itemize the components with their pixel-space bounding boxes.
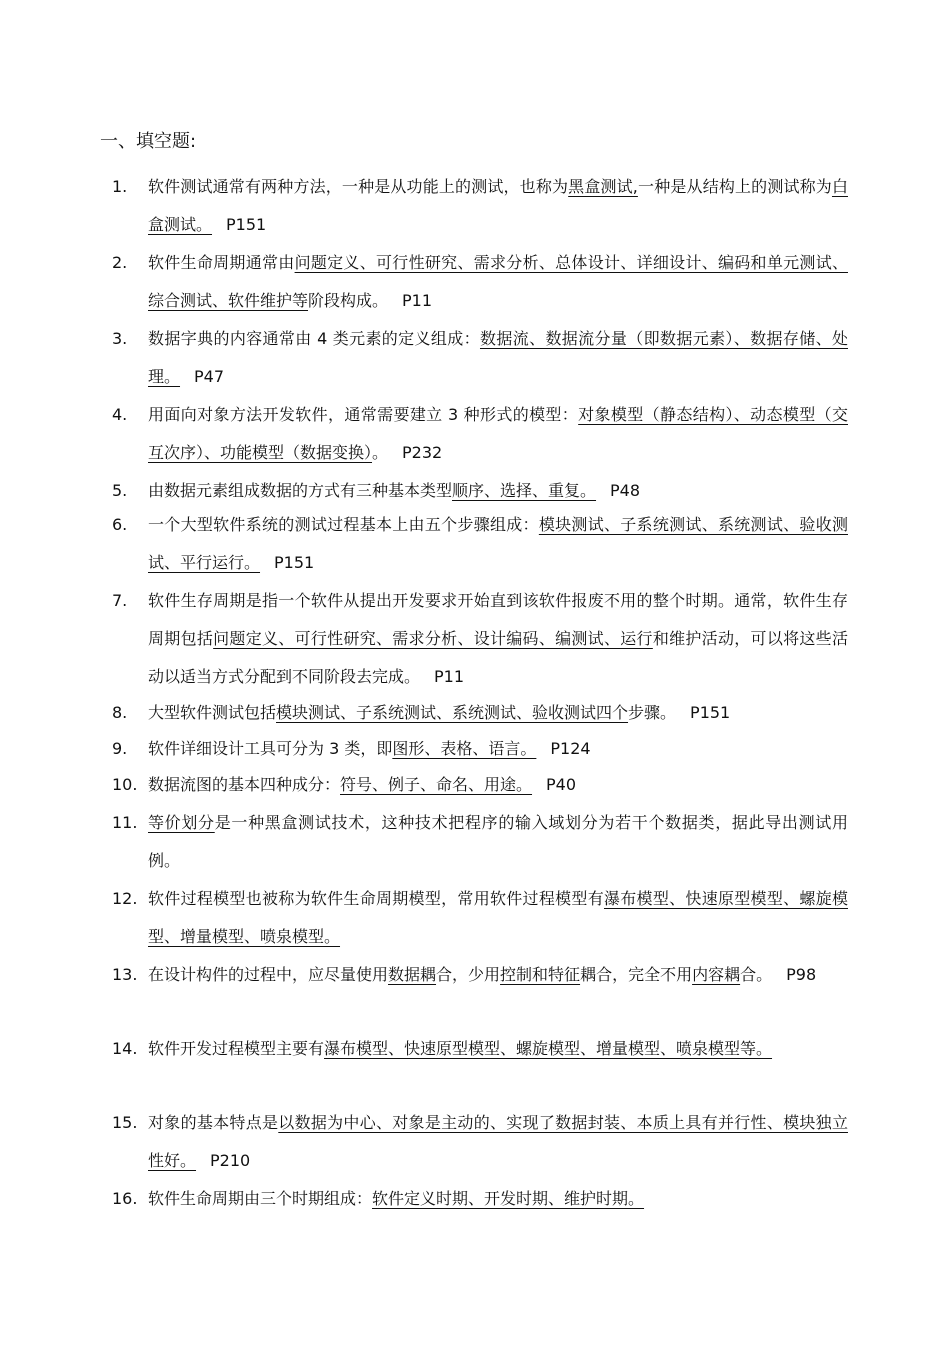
question-prompt-cont: 阶段构成。 [308, 291, 389, 310]
answer-blank: 软件定义时期、开发时期、维护时期。 [372, 1189, 645, 1208]
page-reference: P40 [546, 775, 577, 794]
question-prompt-cont: 步骤。 [628, 703, 677, 722]
question-prompt: 用面向对象方法开发软件，通常需要建立 3 种形式的模型： [148, 405, 579, 424]
page-reference: P11 [434, 667, 465, 686]
answer-blank: 模块测试、子系统测试、系统测试、验收测试、平行运行。 [148, 515, 848, 572]
question-prompt-cont-2: 耦合，完全不用 [580, 965, 693, 984]
question-prompt-cont: 和维护活动，可以将这些活动以适当方式分配到不同阶段去完成。 [148, 629, 848, 686]
question-text [148, 1104, 848, 1180]
answer-blank-3: 内容耦 [692, 965, 741, 984]
question-prompt: 软件详细设计工具可分为 3 类，即 [148, 739, 393, 758]
question-prompt: 由数据元素组成数据的方式有三种基本类型 [148, 481, 453, 500]
question-prompt: 数据流图的基本四种成分： [148, 775, 341, 794]
question-prompt: 一个大型软件系统的测试过程基本上由五个步骤组成： [148, 515, 539, 534]
question-text [148, 320, 848, 396]
answer-blank: 数据流、数据流分量（即数据元素）、数据存储、处理。 [148, 329, 848, 386]
page-reference: P210 [210, 1151, 251, 1170]
question-number: 13. [112, 965, 138, 984]
page-reference: P124 [550, 739, 591, 758]
question-number: 4. [112, 405, 128, 424]
question-prompt: 在设计构件的过程中，应尽量使用 [148, 965, 389, 984]
question-number: 15. [112, 1113, 138, 1132]
answer-blank-2: 控制和特征 [500, 965, 581, 984]
question-number: 9. [112, 739, 128, 758]
question-prompt: 软件生命周期由三个时期组成： [148, 1189, 373, 1208]
question-text [148, 804, 848, 880]
question-text [148, 880, 848, 956]
question-prompt: 软件测试通常有两种方法，一种是从功能上的测试，也称为 [148, 177, 569, 196]
answer-blank: 符号、例子、命名、用途。 [340, 775, 533, 794]
page-reference: P151 [274, 553, 315, 572]
page-reference: P47 [194, 367, 225, 386]
question-prompt: 对象的基本特点是 [148, 1113, 279, 1132]
answer-blank: 模块测试、子系统测试、系统测试、验收测试四个 [276, 703, 629, 722]
question-prompt: 软件开发过程模型主要有 [148, 1039, 325, 1058]
question-prompt: 软件生存周期是指一个软件从提出开发要求开始直到该软件报废不用的整个时期。通常，软件生存周期包括 [148, 591, 848, 648]
question-number: 8. [112, 703, 128, 722]
answer-blank: 对象模型（静态结构）、动态模型（交互次序）、功能模型（数据变换） [148, 405, 848, 462]
question-text [148, 730, 848, 768]
answer-blank: 瀑布模型、快速原型模型、螺旋模型、增量模型、喷泉模型。 [148, 889, 848, 946]
question-text [148, 1180, 848, 1218]
question-prompt-cont: 是一种黑盒测试技术，这种技术把程序的输入域划分为若干个数据类，据此导出测试用例。 [148, 813, 848, 870]
question-text [148, 694, 848, 732]
question-text [148, 1030, 848, 1068]
answer-blank: 黑盒测试, [568, 177, 638, 196]
page-reference: P48 [610, 481, 641, 500]
section-title: 一、填空题: [100, 131, 197, 152]
answer-blank: 图形、表格、语言。 [392, 739, 537, 758]
question-number: 3. [112, 329, 128, 348]
question-text [148, 168, 848, 244]
question-prompt-tail: 合。 [740, 965, 773, 984]
question-number: 14. [112, 1039, 138, 1058]
question-number: 6. [112, 515, 128, 534]
answer-blank: 等价划分 [148, 813, 215, 832]
question-text [148, 472, 848, 510]
question-text [148, 956, 848, 994]
answer-blank: 问题定义、可行性研究、需求分析、设计编码、编测试、运行 [213, 629, 653, 648]
answer-blank: 数据耦 [388, 965, 437, 984]
question-number: 1. [112, 177, 128, 196]
question-number: 12. [112, 889, 138, 908]
page-reference: P98 [786, 965, 817, 984]
question-number: 11. [112, 813, 138, 832]
question-text [148, 244, 848, 320]
question-number: 5. [112, 481, 128, 500]
question-prompt-cont: 。 [372, 443, 389, 462]
answer-blank: 问题定义、可行性研究、需求分析、总体设计、详细设计、编码和单元测试、综合测试、软件维护等 [148, 253, 848, 310]
page-reference: P232 [402, 443, 443, 462]
question-prompt-cont: 一种是从结构上的测试称为 [637, 177, 832, 196]
answer-blank-2: 白盒测试。 [148, 177, 848, 234]
question-number: 2. [112, 253, 128, 272]
question-prompt: 软件过程模型也被称为软件生命周期模型，常用软件过程模型有 [148, 889, 604, 908]
answer-blank: 以数据为中心、对象是主动的、实现了数据封装、本质上具有并行性、模块独立性好。 [148, 1113, 848, 1170]
page-reference: P151 [226, 215, 267, 234]
question-number: 10. [112, 775, 138, 794]
question-text [148, 766, 848, 804]
question-number: 16. [112, 1189, 138, 1208]
question-number: 7. [112, 591, 128, 610]
question-prompt: 大型软件测试包括 [148, 703, 277, 722]
question-text [148, 582, 848, 696]
question-prompt: 软件生命周期通常由 [148, 253, 295, 272]
page-reference: P151 [690, 703, 731, 722]
answer-blank: 瀑布模型、快速原型模型、螺旋模型、增量模型、喷泉模型等。 [324, 1039, 773, 1058]
page-reference: P11 [402, 291, 433, 310]
answer-blank: 顺序、选择、重复。 [452, 481, 597, 500]
question-prompt: 数据字典的内容通常由 4 类元素的定义组成： [148, 329, 480, 348]
question-text [148, 396, 848, 472]
question-text [148, 506, 848, 582]
question-prompt-cont: 合，少用 [436, 965, 501, 984]
